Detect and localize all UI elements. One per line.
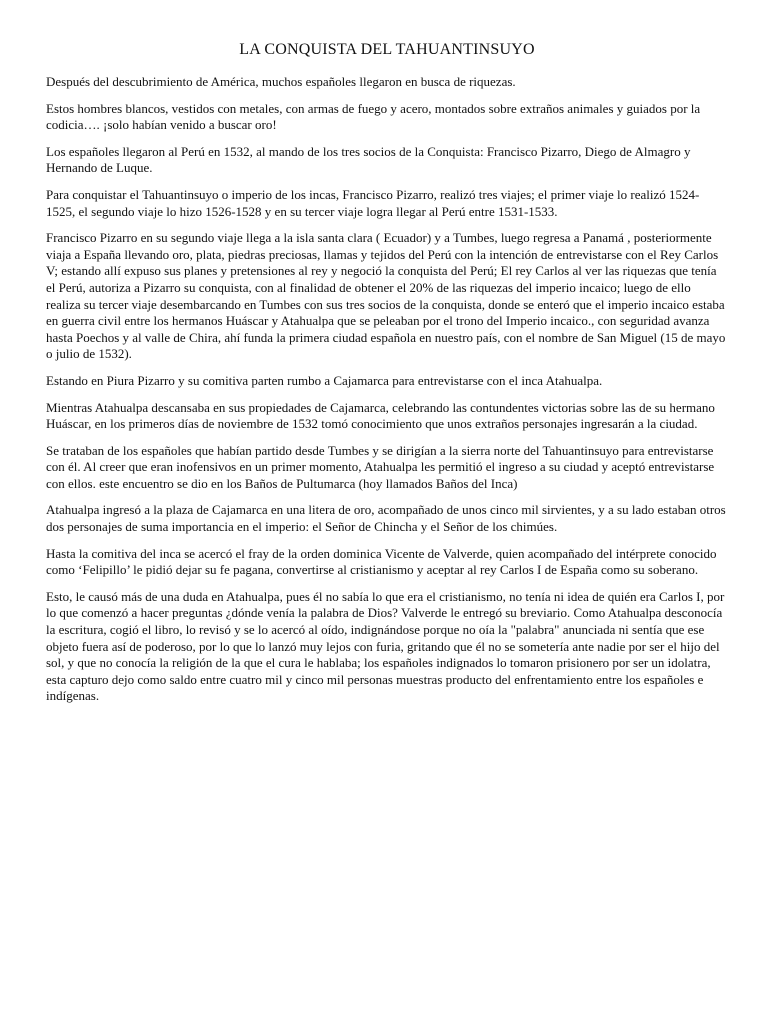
paragraph-3: Los españoles llegaron al Perú en 1532, al mando de los tres socios de la Conquista: Francisco Pizarro, Diego de Almagro y Hernando de Luque. <box>46 143 691 176</box>
paragraph-11: Esto, le causó más de una duda en Atahualpa, pues él no sabía lo que era el cristianismo, no tenía ni idea de quién era Carlos I, por lo que comenzó a hacer preguntas ¿dónde venía la palabra de Dios? Valverde le entregó su breviario. Como Atahualpa desconocía la escritura, cogió el libro, lo revisó y se lo acercó al oído, indignándose porque no oía la "palabra" anunciada ni sentía que ese objeto fuera así de poderoso, por lo que lo lanzó muy lejos con furia, gritando que él no se sometería ante nadie por ser el hijo del sol, y que no conocía la religión de la que el cura le hablaba; los españoles indignados lo tomaron prisionero por ser un idolatra, esta capturo dejo como saldo entre cuatro mil y cinco mil personas muestras producto del enfrentamiento entre los españoles e indígenas. <box>46 588 725 704</box>
paragraph-6: Estando en Piura Pizarro y su comitiva parten rumbo a Cajamarca para entrevistarse con el inca Atahualpa. <box>46 372 603 388</box>
paragraph-8: Se trataban de los españoles que habían partido desde Tumbes y se dirigían a la sierra norte del Tahuantinsuyo para entrevistarse con él. Al creer que eran inofensivos en un primer momento, Atahualpa les permitió el ingreso a su ciudad y aceptó entrevistarse con ellos. este encuentro se dio en los Baños de Pultumarca (hoy llamados Baños del Inca) <box>46 442 715 491</box>
paragraph-5: Francisco Pizarro en su segundo viaje llega a la isla santa clara ( Ecuador) y a Tumbes, luego regresa a Panamá , posteriormente viaja a España llevando oro, plata, piedras preciosas, llamas y tejidos del Perú con la intención de entrevistarse con el Rey Carlos V; estando allí expuso sus planes y pretensiones al rey y negoció la conquista del Perú; El rey Carlos al ver las riquezas que tenía el Perú, autoriza a Pizarro su conquista, con al finalidad de obtener el 20% de las riquezas del imperio incaico; luego de ello realiza su tercer viaje desembarcando en Tumbes con sus tres socios de la conquista, donde se enteró que el imperio incaico estaba en guerra civil entre los hermanos Huáscar y Atahualpa que se peleaban por el trono del Imperio incaico., con seguridad avanza hasta Poechos y al valle de Chira, ahí funda la primera ciudad española en nuestro país, con el nombre de San Miguel (15 de mayo o julio de 1532). <box>46 230 726 362</box>
paragraph-1: Después del descubrimiento de América, muchos españoles llegaron en busca de riquezas. <box>46 74 516 89</box>
paragraph-10: Hasta la comitiva del inca se acercó el fray de la orden dominica Vicente de Valverde, quien acompañado del intérprete conocido como ‘Felipillo’ le pidió dejar su fe pagana, convertirse al cristianismo y aceptar al rey Carlos I de España como su soberano. <box>46 545 717 578</box>
document-title: LA CONQUISTA DEL TAHUANTINSUYO <box>239 41 535 58</box>
paragraph-9: Atahualpa ingresó a la plaza de Cajamarca en una litera de oro, acompañado de unos cinco mil sirvientes, y a su lado estaban otros dos personajes de suma importancia en el imperio: el Señor de Chincha y el Señor de los chimúes. <box>46 502 726 535</box>
paragraph-4: Para conquistar el Tahuantinsuyo o imperio de los incas, Francisco Pizarro, realizó tres viajes; el primer viaje lo realizó 1524-1525, el segundo viaje lo hizo 1526-1528 y en su tercer viaje logra llegar al Perú entre 1531-1533. <box>46 186 700 219</box>
paragraph-7: Mientras Atahualpa descansaba en sus propiedades de Cajamarca, celebrando las contundentes victorias sobre las de su hermano Huáscar, en los primeros días de noviembre de 1532 tomó conocimiento que unos extraños personajes ingresarán a la ciudad. <box>46 399 715 432</box>
paragraph-2: Estos hombres blancos, vestidos con metales, con armas de fuego y acero, montados sobre extraños animales y guiados por la codicia…. ¡solo habían venido a buscar oro! <box>46 100 701 133</box>
